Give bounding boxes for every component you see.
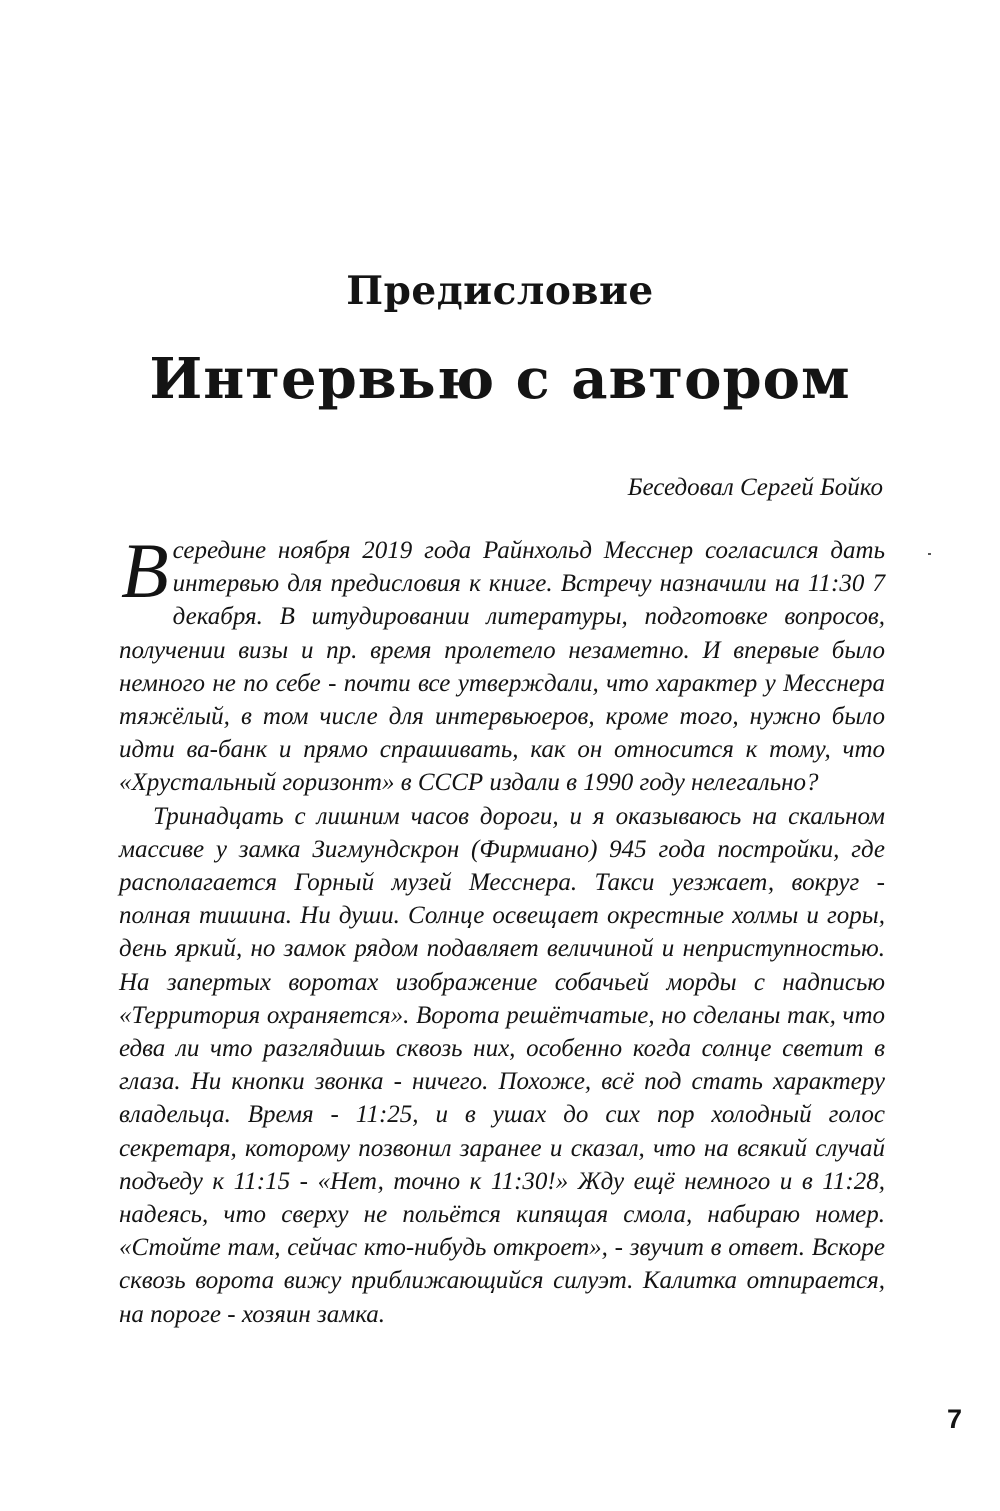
paragraph-1-text: середине ноября 2019 года Райнхольд Месснер согласился дать интервью для предисловия к книге. Встречу назначили на 11:30 7 декабря. В штудировании литературы, подготовке вопросов, получении визы и пр. время пролетело незаметно. И впервые было немного не по себе - почти все утверждали, что характер у Месснера тяжёлый, в том числе для интервьюеров, кроме того, нужно было идти ва-банк и прямо спрашивать, как он относится к тому, что «Хрустальный горизонт» в СССР издали в 1990 году нелегально? xyxy=(119,537,885,797)
body-text xyxy=(119,527,885,1331)
paragraph-1 xyxy=(119,527,885,800)
byline: Беседовал Сергей Бойко xyxy=(627,474,883,501)
paragraph-2 xyxy=(119,800,885,1331)
scan-speck xyxy=(928,553,931,555)
chapter-title: Интервью с автором xyxy=(149,346,851,412)
drop-cap: В xyxy=(121,527,169,614)
paragraph-2-text: Тринадцать с лишним часов дороги, и я оказываюсь на скальном массиве у замка Зигмундскрон (Фирмиано) 945 года постройки, где располагается Горный музей Месснера. Такси уезжает, вокруг - полная тишина. Ни души. Солнце освещает окрестные холмы и горы, день яркий, но замок рядом подавляет величиной и неприступностью. На запертых воротах изображение собачьей морды с надписью «Территория охраняется». Ворота решётчатые, но сделаны так, что едва ли что разглядишь сквозь них, особенно когда солнце светит в глаза. Ни кнопки звонка - ничего. Похоже, всё под стать характеру владельца. Время - 11:25, и в ушах до сих пор холодный голос секретаря, которому позвонил заранее и сказал, что на всякий случай подъеду к 11:15 - «Нет, точно к 11:30!» Жду ещё немного и в 11:28, надеясь, что сверху не польётся кипящая смола, набираю номер. «Стойте там, сейчас кто-нибудь откроет», - звучит в ответ. Вскоре сквозь ворота вижу приближающийся силуэт. Калитка отпирается, на пороге - хозяин замка. xyxy=(119,802,885,1328)
section-heading: Предисловие xyxy=(346,268,654,314)
page-number: 7 xyxy=(946,1404,962,1434)
